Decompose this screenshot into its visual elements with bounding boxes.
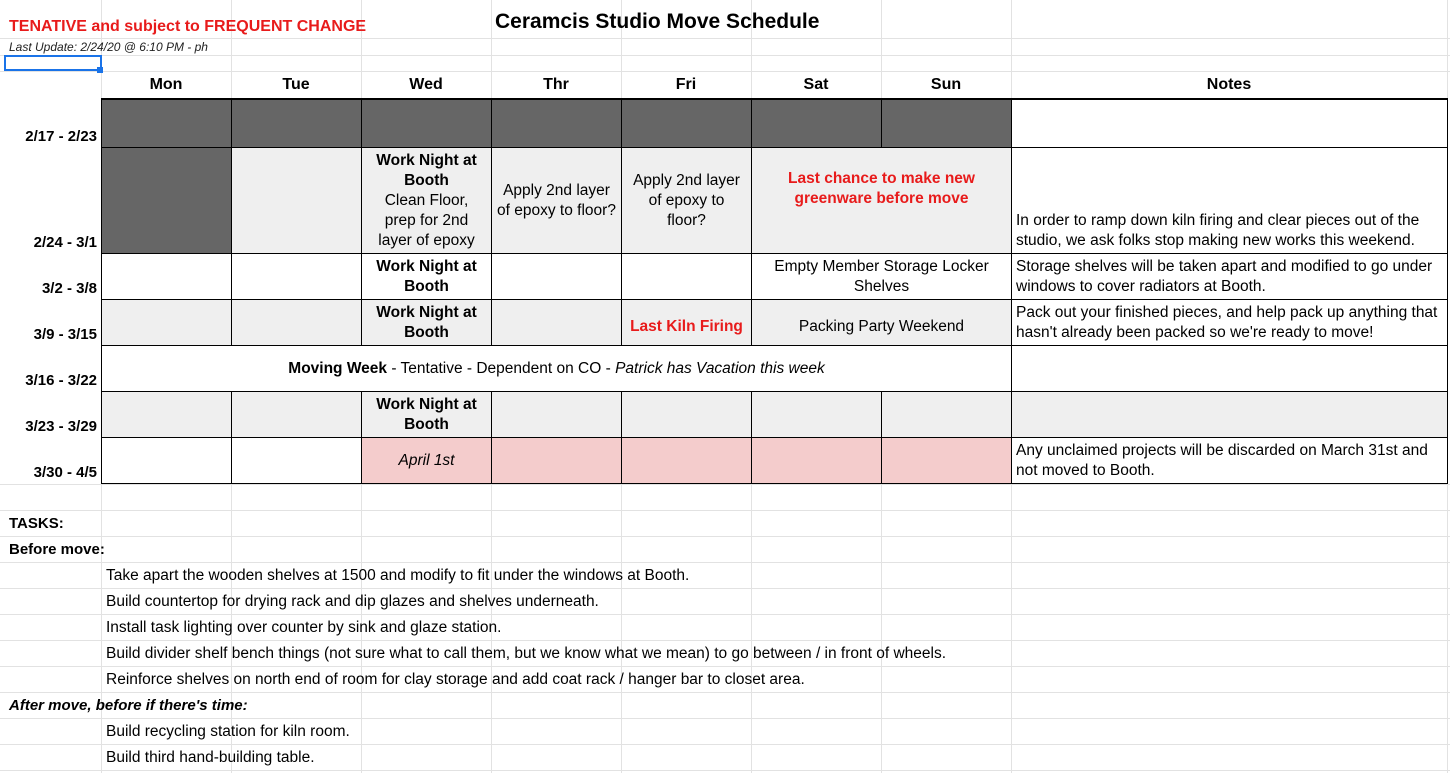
cell-empty[interactable] <box>752 392 882 438</box>
cell-dark[interactable] <box>102 100 232 148</box>
cell-weekend-last-chance[interactable] <box>752 148 1012 254</box>
selected-cell[interactable] <box>4 55 102 71</box>
cell-empty[interactable] <box>102 300 232 346</box>
header-wed[interactable]: Wed <box>409 76 443 93</box>
cell-empty[interactable] <box>492 300 622 346</box>
cell-empty[interactable] <box>232 300 362 346</box>
week-label[interactable]: 2/24 - 3/1 <box>33 234 97 251</box>
cell-text: Work Night at Booth <box>376 257 477 295</box>
cell-dark[interactable] <box>492 100 622 148</box>
tentative-warning[interactable]: TENATIVE and subject to FREQUENT CHANGE <box>9 18 367 35</box>
task-item[interactable]: Build divider shelf bench things (not sure what to call them, but we know what we mean) to go between / in front of wheels. <box>106 645 947 662</box>
cell-empty[interactable] <box>232 148 362 254</box>
cell-text: Empty Member Storage Locker Shelves <box>774 257 989 295</box>
cell-weekend-storage[interactable] <box>752 254 1012 300</box>
notes-cell[interactable] <box>1012 346 1448 392</box>
cell-empty[interactable] <box>102 254 232 300</box>
header-tue[interactable]: Tue <box>282 76 310 93</box>
tasks-heading[interactable]: TASKS: <box>9 515 64 532</box>
moving-week-vacation: Patrick has Vacation this week <box>615 359 825 377</box>
cell-text: Apply 2nd layer of epoxy to floor? <box>633 171 740 229</box>
cell-empty[interactable] <box>622 392 752 438</box>
cell-pink[interactable] <box>752 438 882 484</box>
task-item[interactable]: Build recycling station for kiln room. <box>106 723 350 740</box>
cell-fri-epoxy[interactable] <box>622 148 752 254</box>
notes-cell[interactable]: Any unclaimed projects will be discarded on March 31st and not moved to Booth. <box>1012 438 1448 484</box>
sheet-title[interactable]: Ceramcis Studio Move Schedule <box>495 10 820 33</box>
work-night-title: Work Night at Booth <box>376 151 477 189</box>
cell-fri-last-kiln-firing[interactable]: Last Kiln Firing <box>622 300 752 346</box>
work-night-detail: Clean Floor, prep for 2nd layer of epoxy <box>378 191 475 249</box>
cell-wed-work-night[interactable] <box>362 148 492 254</box>
notes-cell[interactable]: Storage shelves will be taken apart and modified to go under windows to cover radiators at Booth. <box>1012 254 1448 300</box>
cell-empty[interactable] <box>882 392 1012 438</box>
notes-cell[interactable] <box>1012 100 1448 148</box>
cell-text: Work Night at Booth <box>376 303 477 341</box>
cell-dark[interactable] <box>622 100 752 148</box>
notes-cell[interactable]: Pack out your finished pieces, and help pack up anything that hasn't already been packed so we're ready to move! <box>1012 300 1448 346</box>
task-item[interactable]: Take apart the wooden shelves at 1500 and modify to fit under the windows at Booth. <box>106 567 690 584</box>
week-label[interactable]: 3/30 - 4/5 <box>33 464 97 481</box>
header-sat[interactable]: Sat <box>803 76 829 93</box>
header-sun[interactable]: Sun <box>930 76 962 93</box>
cell-text: Last chance to make new greenware before move <box>788 169 975 207</box>
cell-wed-work-night[interactable] <box>362 254 492 300</box>
cell-moving-week[interactable] <box>102 346 1012 392</box>
cell-weekend-packing[interactable]: Packing Party Weekend <box>752 300 1012 346</box>
cell-empty[interactable] <box>492 392 622 438</box>
header-notes[interactable]: Notes <box>1206 76 1252 93</box>
notes-cell[interactable]: In order to ramp down kiln firing and clear pieces out of the studio, we ask folks stop making new works this weekend. <box>1012 148 1448 254</box>
cell-dark[interactable] <box>102 148 232 254</box>
week-label[interactable]: 2/17 - 2/23 <box>25 128 97 145</box>
task-item[interactable]: Build third hand-building table. <box>106 749 315 766</box>
cell-empty[interactable] <box>492 254 622 300</box>
cell-empty[interactable] <box>232 254 362 300</box>
cell-thu-epoxy[interactable] <box>492 148 622 254</box>
cell-empty[interactable] <box>232 438 362 484</box>
cell-empty[interactable] <box>102 438 232 484</box>
cell-dark[interactable] <box>232 100 362 148</box>
cell-wed-april-1st[interactable]: April 1st <box>362 438 492 484</box>
moving-week-detail: - Tentative - Dependent on CO - <box>387 359 616 377</box>
cell-empty[interactable] <box>622 254 752 300</box>
week-label[interactable]: 3/9 - 3/15 <box>33 326 97 343</box>
moving-week-label: Moving Week <box>288 359 388 377</box>
before-move-label[interactable]: Before move: <box>9 541 105 558</box>
cell-dark[interactable] <box>362 100 492 148</box>
cell-pink[interactable] <box>492 438 622 484</box>
week-label[interactable]: 3/2 - 3/8 <box>41 280 97 297</box>
task-item[interactable]: Install task lighting over counter by sink and glaze station. <box>106 619 502 636</box>
header-thr[interactable]: Thr <box>543 76 569 93</box>
cell-pink[interactable] <box>622 438 752 484</box>
week-label[interactable]: 3/23 - 3/29 <box>25 418 97 435</box>
cell-dark[interactable] <box>752 100 882 148</box>
task-item[interactable]: Reinforce shelves on north end of room for clay storage and add coat rack / hanger bar to closet area. <box>106 671 805 688</box>
cell-text: Apply 2nd layer of epoxy to floor? <box>497 181 616 219</box>
header-mon[interactable]: Mon <box>149 76 183 93</box>
cell-wed-work-night[interactable] <box>362 300 492 346</box>
cell-wed-work-night[interactable] <box>362 392 492 438</box>
cell-dark[interactable] <box>882 100 1012 148</box>
cell-text: Work Night at Booth <box>376 395 477 433</box>
week-label[interactable]: 3/16 - 3/22 <box>25 372 97 389</box>
last-update-note[interactable]: Last Update: 2/24/20 @ 6:10 PM - ph <box>9 40 208 54</box>
cell-pink[interactable] <box>882 438 1012 484</box>
cell-empty[interactable] <box>102 392 232 438</box>
after-move-label[interactable]: After move, before if there's time: <box>9 697 248 714</box>
task-item[interactable]: Build countertop for drying rack and dip glazes and shelves underneath. <box>106 593 599 610</box>
cell-empty[interactable] <box>232 392 362 438</box>
header-fri[interactable]: Fri <box>675 76 697 93</box>
notes-cell[interactable] <box>1012 392 1448 438</box>
